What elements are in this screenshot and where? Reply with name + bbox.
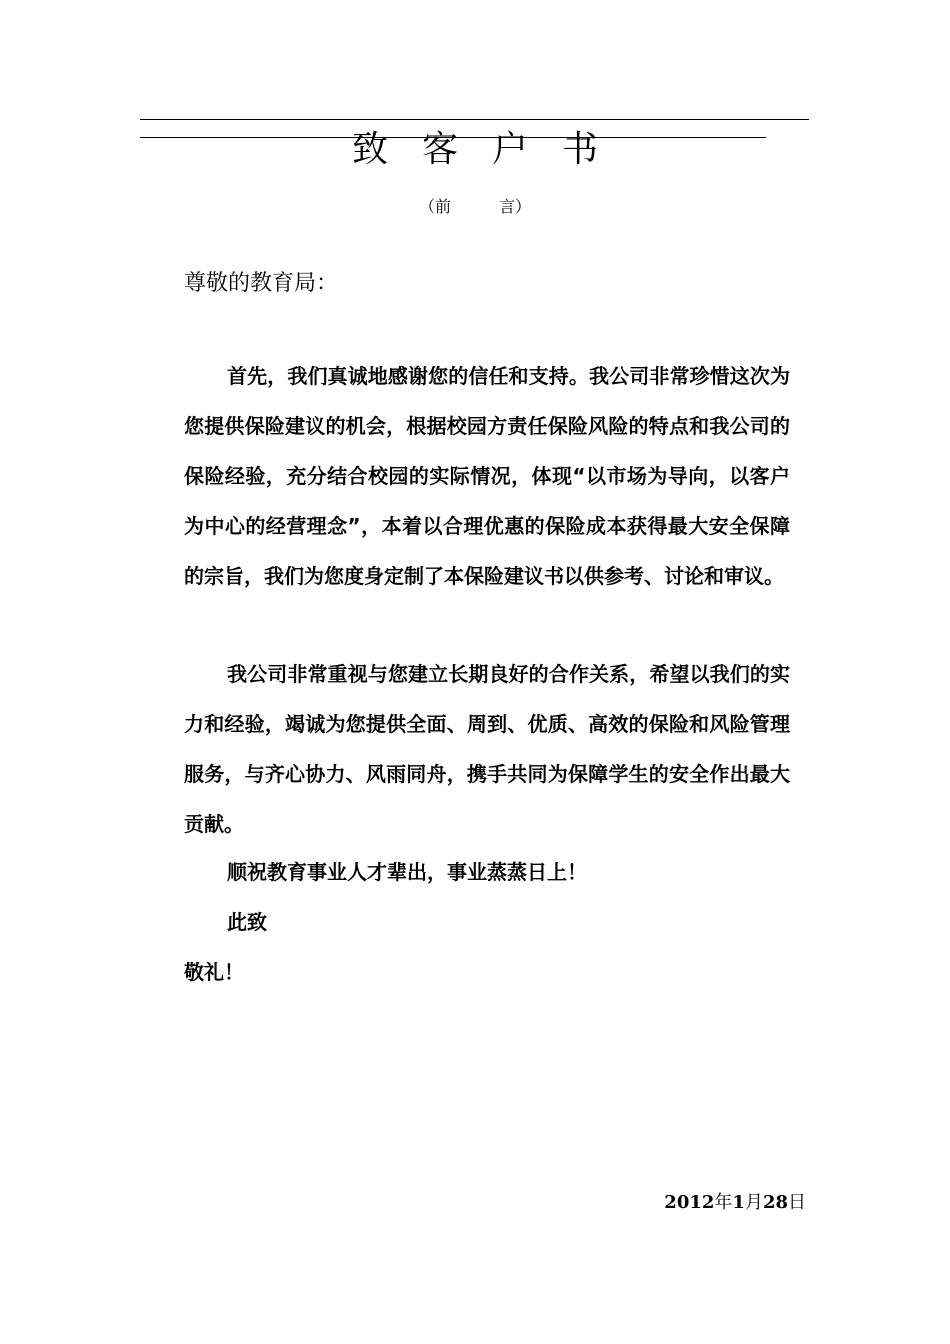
document-title: 致客户书 [351,129,632,170]
paragraph-text: 首先，我们真诚地感谢您的信任和支持。我公司非常珍惜这次为您提供保险建议的机会，根据校园方责任保险风险的特点和我公司的保险经验，充分结合校园的实际情况，体现“以市场为导向，以客户为中心的经营理念”，本着以合理优惠的保险成本获得最大安全保障的宗旨，我们为您度身定制了本保险建议书以供参考、讨论和审议。 [184,364,790,588]
document-subtitle [0,196,950,218]
closing-text: 此致 [227,910,267,934]
document-date [664,1190,806,1216]
paragraph-wishes [184,847,790,897]
closing-line-2: 敬礼！ [184,960,244,984]
closing-line-1 [184,897,790,947]
header-rule-top [140,119,809,120]
date-month: 1 [732,1192,745,1213]
date-day-unit: 日 [788,1192,806,1213]
salutation: 尊敬的教育局： [184,271,339,296]
subtitle-open: （前 [418,197,451,216]
paragraph-text: 我公司非常重视与您建立长期良好的合作关系，希望以我们的实力和经验，竭诚为您提供全面、周到、优质、高效的保险和风险管理服务，与齐心协力、风雨同舟，携手共同为保障学生的安全作出最大贡献。 [184,662,790,836]
date-day: 28 [762,1192,788,1213]
paragraph-intro [184,351,790,601]
paragraph-text: 顺祝教育事业人才辈出，事业蒸蒸日上！ [227,860,587,884]
date-month-unit: 月 [744,1192,763,1213]
paragraph-cooperation [184,649,790,849]
date-year-unit: 年 [714,1192,733,1213]
date-year: 2012 [664,1192,715,1213]
subtitle-close: 言） [499,197,532,216]
